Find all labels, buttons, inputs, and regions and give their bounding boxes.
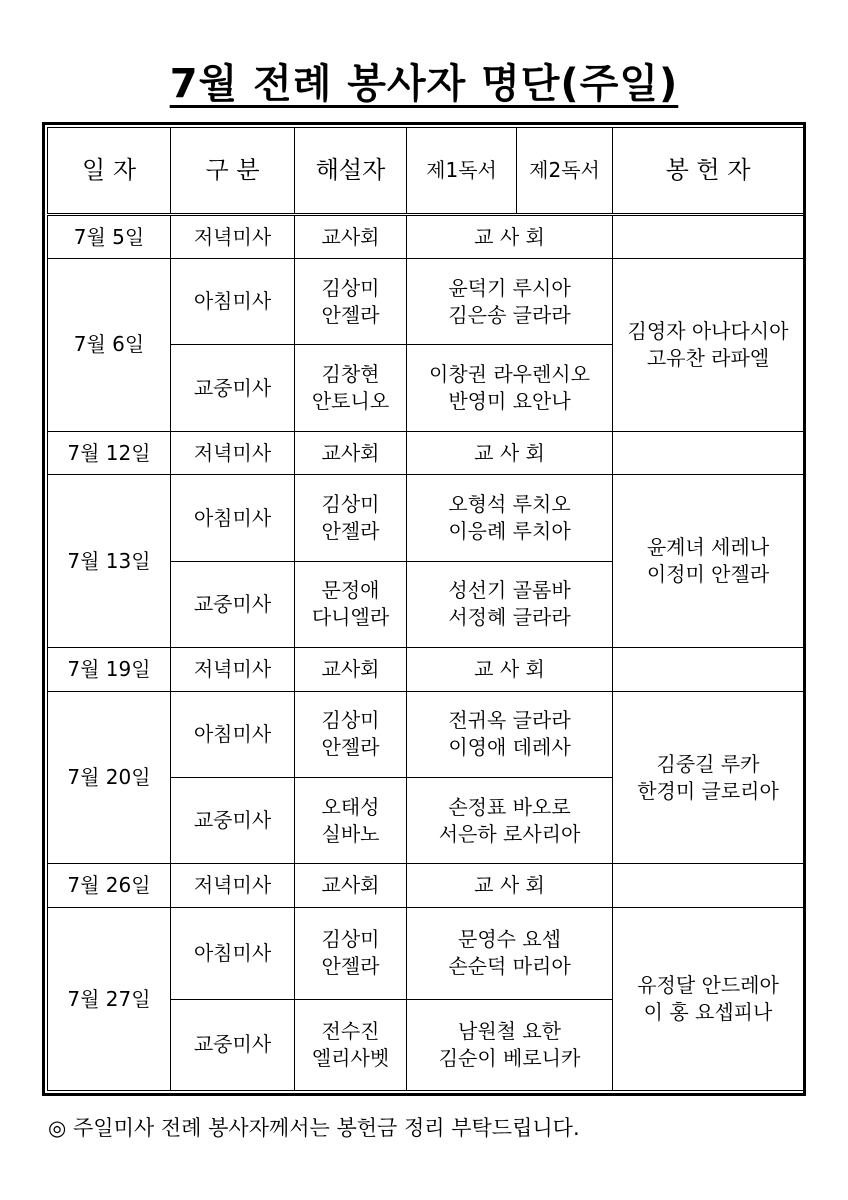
schedule-table <box>42 122 806 1096</box>
header-type: 구 분 <box>171 128 295 215</box>
readers: 성선기 골롬바 서정혜 글라라 <box>407 561 613 647</box>
offering: 윤계녀 세레나 이정미 안젤라 <box>613 475 804 648</box>
page-title: 7월 전례 봉사자 명단(주일) <box>169 61 679 107</box>
table-row <box>48 215 804 259</box>
saturday-date: 7월 5일 <box>48 215 171 259</box>
sunday-date: 7월 6일 <box>48 259 171 432</box>
readers: 남원철 요한 김순이 베로니카 <box>407 999 613 1090</box>
offering: 유정달 안드레아 이 홍 요셉피나 <box>613 908 804 1091</box>
table-row <box>48 259 804 345</box>
commentator: 전수진 엘리사벳 <box>295 999 407 1090</box>
commentator: 문정애 다니엘라 <box>295 561 407 647</box>
sunday-date: 7월 13일 <box>48 475 171 648</box>
table-row <box>48 475 804 561</box>
commentator: 김상미 안젤라 <box>295 475 407 561</box>
header-date: 일 자 <box>48 128 171 215</box>
readers: 교 사 회 <box>407 648 613 692</box>
mass-type: 저녁미사 <box>171 215 295 259</box>
commentator: 오태성 실바노 <box>295 778 407 864</box>
table-row <box>48 908 804 999</box>
commentator: 교사회 <box>295 864 407 908</box>
readers: 교 사 회 <box>407 864 613 908</box>
commentator: 교사회 <box>295 431 407 475</box>
saturday-date: 7월 19일 <box>48 648 171 692</box>
commentator: 김상미 안젤라 <box>295 908 407 999</box>
table-row <box>48 864 804 908</box>
mass-type: 교중미사 <box>171 999 295 1090</box>
commentator: 교사회 <box>295 215 407 259</box>
mass-type: 아침미사 <box>171 908 295 999</box>
table-row <box>48 691 804 777</box>
mass-type: 아침미사 <box>171 475 295 561</box>
offering-empty <box>613 648 804 692</box>
table-header-row <box>48 128 804 215</box>
header-commentator: 해설자 <box>295 128 407 215</box>
readers: 오형석 루치오 이응례 루치아 <box>407 475 613 561</box>
table-row <box>48 431 804 475</box>
sunday-date: 7월 27일 <box>48 908 171 1091</box>
mass-type: 교중미사 <box>171 345 295 431</box>
commentator: 김창현 안토니오 <box>295 345 407 431</box>
table-row <box>48 648 804 692</box>
saturday-date: 7월 26일 <box>48 864 171 908</box>
readers: 전귀옥 글라라 이영애 데레사 <box>407 691 613 777</box>
header-offering: 봉 헌 자 <box>613 128 804 215</box>
mass-type: 교중미사 <box>171 561 295 647</box>
readers: 문영수 요셉 손순덕 마리아 <box>407 908 613 999</box>
readers: 손정표 바오로 서은하 로사리아 <box>407 778 613 864</box>
commentator: 교사회 <box>295 648 407 692</box>
footer-note: ◎ 주일미사 전례 봉사자께서는 봉헌금 정리 부탁드립니다. <box>48 1116 580 1140</box>
mass-type: 아침미사 <box>171 259 295 345</box>
readers: 이창권 라우렌시오 반영미 요안나 <box>407 345 613 431</box>
offering: 김중길 루카 한경미 글로리아 <box>613 691 804 864</box>
offering-empty <box>613 431 804 475</box>
mass-type: 교중미사 <box>171 778 295 864</box>
readers: 교 사 회 <box>407 431 613 475</box>
saturday-date: 7월 12일 <box>48 431 171 475</box>
mass-type: 아침미사 <box>171 691 295 777</box>
sunday-date: 7월 20일 <box>48 691 171 864</box>
readers: 윤덕기 루시아 김은송 글라라 <box>407 259 613 345</box>
offering: 김영자 아나다시아 고유찬 라파엘 <box>613 259 804 432</box>
mass-type: 저녁미사 <box>171 864 295 908</box>
header-reader2: 제2독서 <box>517 128 613 215</box>
header-reader1: 제1독서 <box>407 128 517 215</box>
readers: 교 사 회 <box>407 215 613 259</box>
mass-type: 저녁미사 <box>171 648 295 692</box>
offering-empty <box>613 864 804 908</box>
mass-type: 저녁미사 <box>171 431 295 475</box>
offering-empty <box>613 215 804 259</box>
commentator: 김상미 안젤라 <box>295 691 407 777</box>
commentator: 김상미 안젤라 <box>295 259 407 345</box>
